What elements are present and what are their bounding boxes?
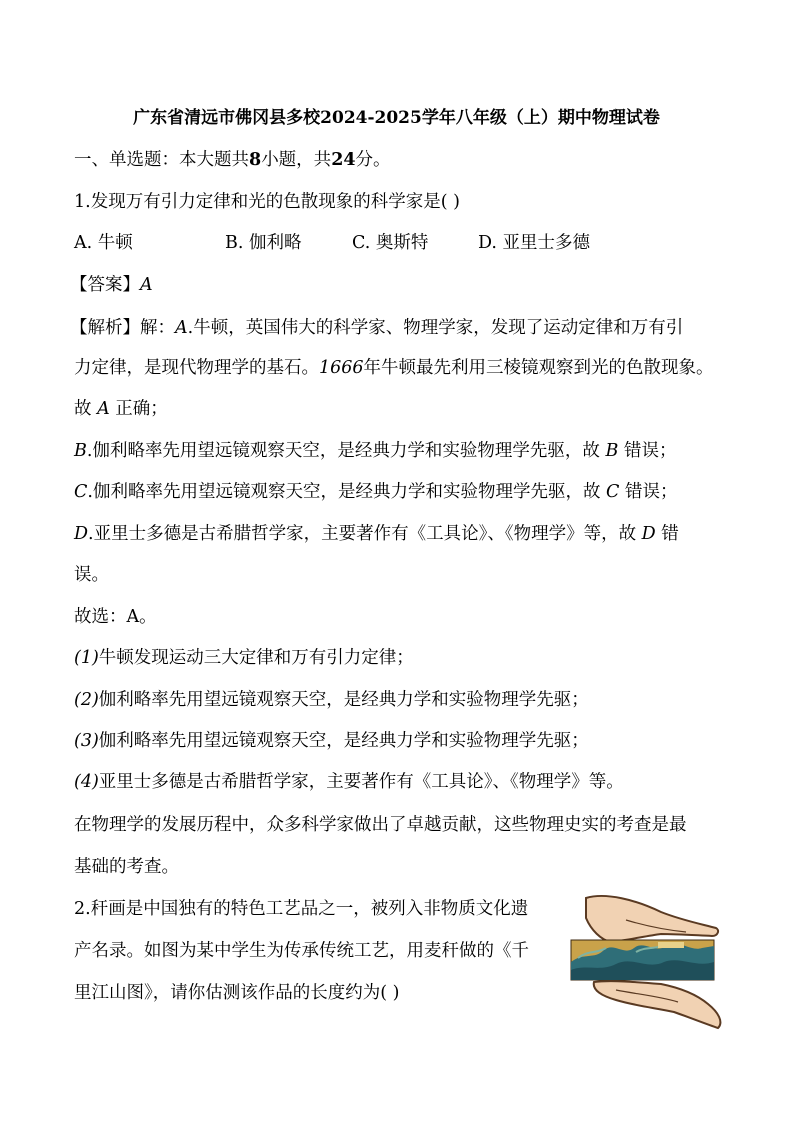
question-2-line-1: 2.秆画是中国独有的特色工艺品之一，被列入非物质文化遗 <box>74 899 529 919</box>
answer-line: 【答案】A <box>70 275 153 295</box>
option-b: B. 伽利略 <box>225 233 302 253</box>
point-3: (3)伽利略率先用望远镜观察天空，是经典力学和实验物理学先驱； <box>74 731 589 751</box>
hands-holding-painting-image <box>566 890 726 1030</box>
point-4: (4)亚里士多德是古希腊哲学家，主要著作有《工具论》、《物理学》等。 <box>74 772 624 792</box>
analysis-line-2: 力定律，是现代物理学的基石。1666年牛顿最先利用三棱镜观察到光的色散现象。 <box>74 358 714 378</box>
point-2: (2)伽利略率先用望远镜观察天空，是经典力学和实验物理学先驱； <box>74 690 589 710</box>
answer-value: A <box>140 275 153 295</box>
question-2-line-2: 产名录。如图为某中学生为传承传统工艺，用麦秆做的《千 <box>74 941 529 961</box>
summary-line-2: 基础的考查。 <box>74 857 179 877</box>
analysis-line-1: 【解析】解：A.牛顿，英国伟大的科学家、物理学家，发现了运动定律和万有引 <box>70 318 684 338</box>
option-c: C. 奥斯特 <box>352 233 429 253</box>
analysis-line-5: C.伽利略率先用望远镜观察天空，是经典力学和实验物理学先驱，故 C 错误； <box>74 482 678 502</box>
question-2-line-3: 里江山图》，请你估测该作品的长度约为( ) <box>74 983 400 1003</box>
analysis-line-7: 误。 <box>74 565 109 585</box>
straw-painting-figure <box>566 890 726 1030</box>
choose-line: 故选：A。 <box>74 607 157 627</box>
option-a: A. 牛顿 <box>74 233 133 253</box>
summary-line-1: 在物理学的发展历程中，众多科学家做出了卓越贡献，这些物理史实的考查是最 <box>74 815 687 835</box>
question-1-stem: 1.发现万有引力定律和光的色散现象的科学家是( ) <box>74 192 460 212</box>
point-1: (1)牛顿发现运动三大定律和万有引力定律； <box>74 648 414 668</box>
option-d: D. 亚里士多德 <box>478 233 591 253</box>
analysis-line-6: D.亚里士多德是古希腊哲学家，主要著作有《工具论》、《物理学》等，故 D 错 <box>74 524 679 544</box>
analysis-line-4: B.伽利略率先用望远镜观察天空，是经典力学和实验物理学先驱，故 B 错误； <box>74 441 677 461</box>
question-1-options <box>74 232 724 254</box>
section-heading: 一、单选题：本大题共8小题，共24分。 <box>74 150 391 170</box>
page-title: 广东省清远市佛冈县多校2024-2025学年八年级（上）期中物理试卷 <box>133 108 660 128</box>
analysis-line-3: 故 A 正确； <box>74 399 168 419</box>
